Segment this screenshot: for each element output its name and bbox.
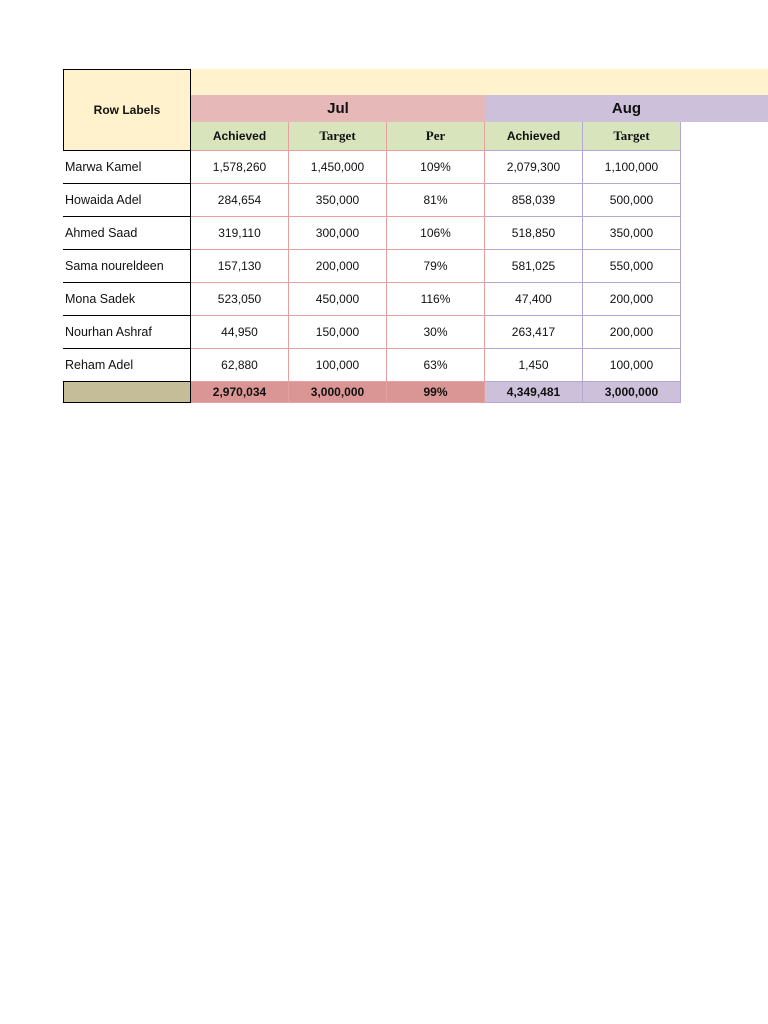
jul-value-cell[interactable]: 1,578,260 — [191, 150, 289, 183]
row-label[interactable]: Sama noureldeen — [63, 249, 191, 282]
aug-value-cell[interactable]: 1,450 — [485, 348, 583, 381]
jul-value-cell[interactable]: 450,000 — [289, 282, 387, 315]
grand-total-label-cell[interactable] — [63, 381, 191, 403]
jul-value-cell[interactable]: 79% — [387, 249, 485, 282]
jul-value-cell[interactable]: 30% — [387, 315, 485, 348]
jul-value-cell[interactable]: 300,000 — [289, 216, 387, 249]
jul-value-cell[interactable]: 319,110 — [191, 216, 289, 249]
aug-value-cell[interactable]: 200,000 — [583, 282, 681, 315]
aug-value-cell[interactable]: 518,850 — [485, 216, 583, 249]
jul-value-cell[interactable]: 1,450,000 — [289, 150, 387, 183]
jul-value-cell[interactable]: 81% — [387, 183, 485, 216]
header-banner — [191, 69, 768, 95]
jul-total-cell[interactable]: 99% — [387, 381, 485, 403]
row-label[interactable]: Mona Sadek — [63, 282, 191, 315]
row-label[interactable]: Reham Adel — [63, 348, 191, 381]
aug-value-cell[interactable]: 2,079,300 — [485, 150, 583, 183]
jul-value-cell[interactable]: 284,654 — [191, 183, 289, 216]
row-label[interactable]: Nourhan Ashraf — [63, 315, 191, 348]
column-header-aug-target[interactable]: Target — [583, 122, 681, 150]
jul-value-cell[interactable]: 150,000 — [289, 315, 387, 348]
jul-total-cell[interactable]: 3,000,000 — [289, 381, 387, 403]
jul-value-cell[interactable]: 157,130 — [191, 249, 289, 282]
column-header-jul-target[interactable]: Target — [289, 122, 387, 150]
month-header-aug[interactable]: Aug — [485, 95, 768, 122]
aug-value-cell[interactable]: 100,000 — [583, 348, 681, 381]
aug-total-cell[interactable]: 4,349,481 — [485, 381, 583, 403]
row-label[interactable]: Howaida Adel — [63, 183, 191, 216]
aug-total-cell[interactable]: 3,000,000 — [583, 381, 681, 403]
jul-value-cell[interactable]: 116% — [387, 282, 485, 315]
jul-value-cell[interactable]: 100,000 — [289, 348, 387, 381]
row-label[interactable]: Marwa Kamel — [63, 150, 191, 183]
jul-value-cell[interactable]: 350,000 — [289, 183, 387, 216]
aug-value-cell[interactable]: 1,100,000 — [583, 150, 681, 183]
jul-value-cell[interactable]: 63% — [387, 348, 485, 381]
aug-value-cell[interactable]: 350,000 — [583, 216, 681, 249]
jul-total-cell[interactable]: 2,970,034 — [191, 381, 289, 403]
aug-value-cell[interactable]: 200,000 — [583, 315, 681, 348]
row-label[interactable]: Ahmed Saad — [63, 216, 191, 249]
aug-value-cell[interactable]: 263,417 — [485, 315, 583, 348]
column-header-aug-achieved[interactable]: Achieved — [485, 122, 583, 150]
jul-value-cell[interactable]: 44,950 — [191, 315, 289, 348]
jul-value-cell[interactable]: 62,880 — [191, 348, 289, 381]
aug-value-cell[interactable]: 500,000 — [583, 183, 681, 216]
aug-value-cell[interactable]: 550,000 — [583, 249, 681, 282]
column-header-jul-per[interactable]: Per — [387, 122, 485, 150]
month-header-jul[interactable]: Jul — [191, 95, 485, 122]
jul-value-cell[interactable]: 109% — [387, 150, 485, 183]
jul-value-cell[interactable]: 200,000 — [289, 249, 387, 282]
jul-value-cell[interactable]: 523,050 — [191, 282, 289, 315]
aug-value-cell[interactable]: 47,400 — [485, 282, 583, 315]
jul-value-cell[interactable]: 106% — [387, 216, 485, 249]
aug-value-cell[interactable]: 581,025 — [485, 249, 583, 282]
row-labels-header[interactable]: Row Labels — [63, 69, 191, 150]
column-header-jul-achieved[interactable]: Achieved — [191, 122, 289, 150]
aug-value-cell[interactable]: 858,039 — [485, 183, 583, 216]
